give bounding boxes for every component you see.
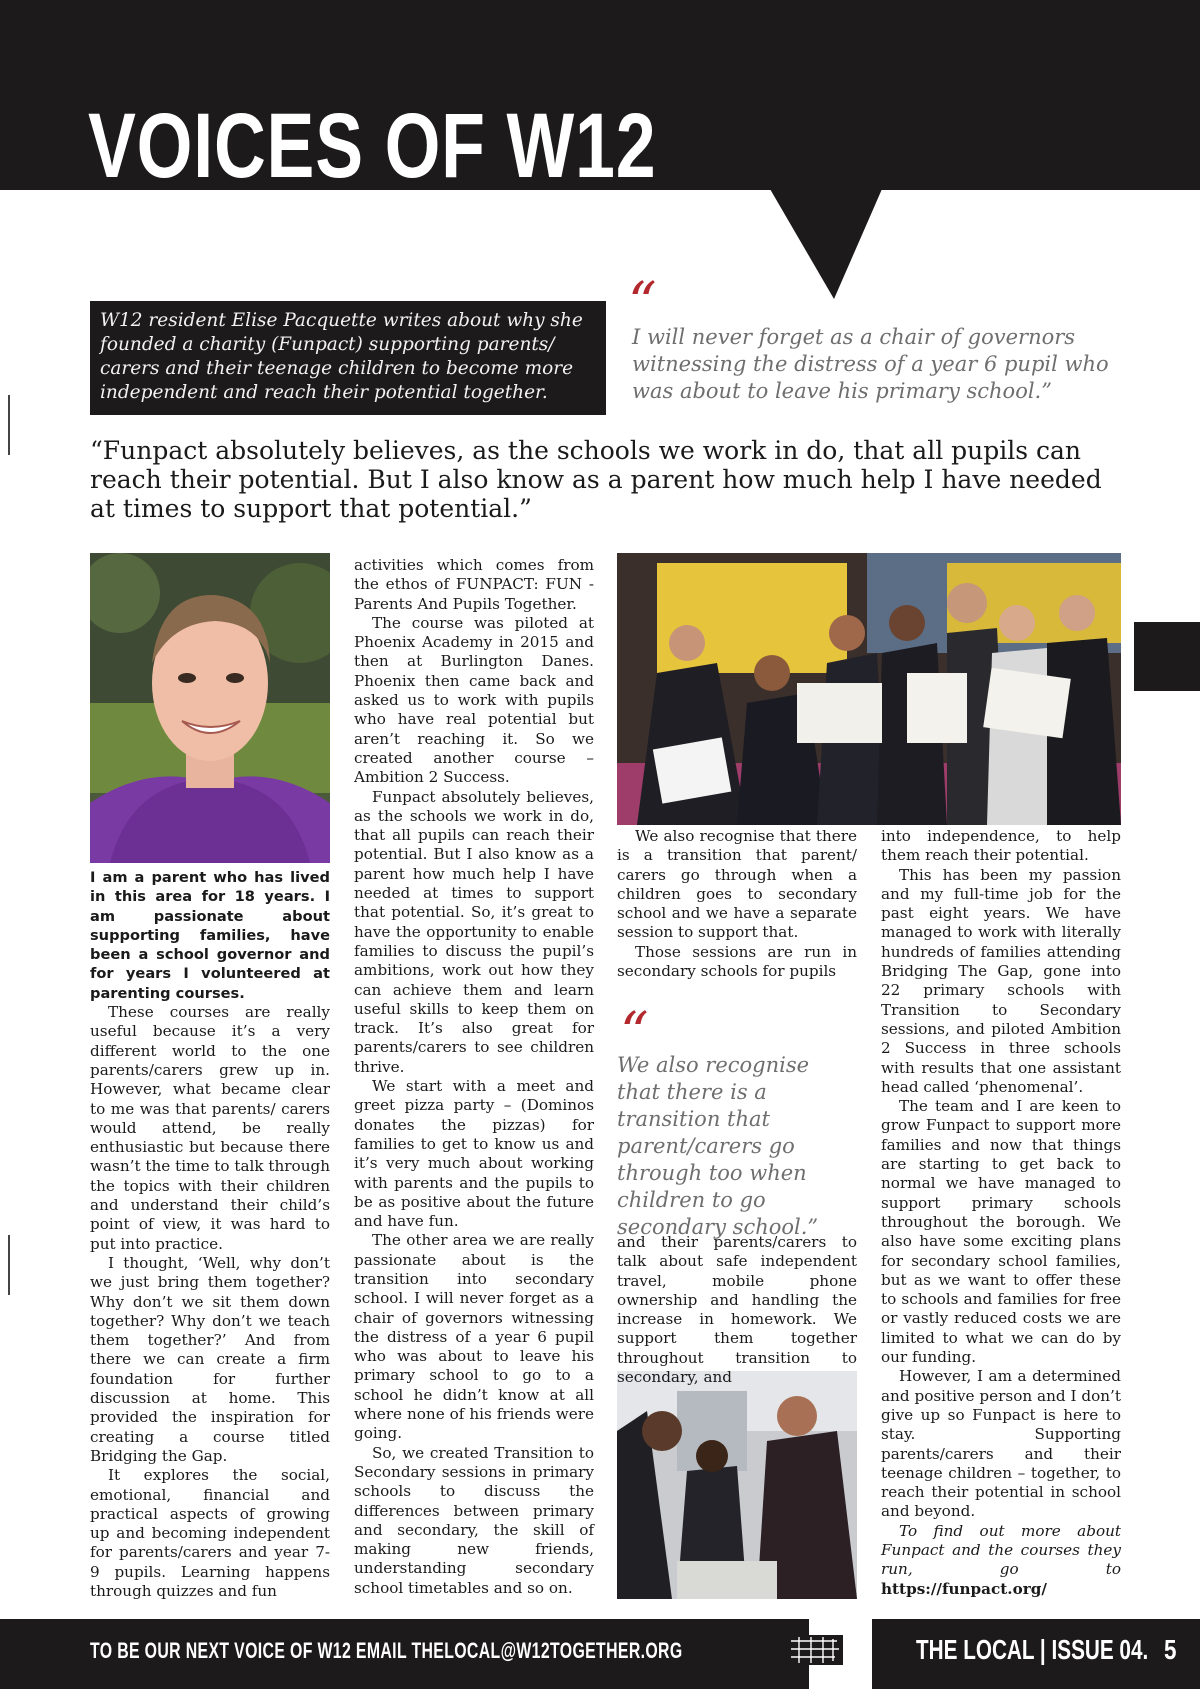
quote-mark-icon: “: [620, 1001, 649, 1066]
closing-lead: To find out more about Funpact and the courses they run, go to: [881, 1521, 1121, 1579]
footer-call-to-action: TO BE OUR NEXT VOICE OF W12 EMAIL THELOCAL@W12TOGETHER.ORG: [90, 1638, 683, 1663]
issue-label: THE LOCAL | ISSUE 04.: [916, 1634, 1149, 1665]
page-title: VOICES OF W12: [88, 95, 657, 197]
page-number: 5: [1164, 1634, 1177, 1665]
article-paragraph: These courses are really useful because it’s a very different world to the one parents/carers grew up in. However, what became clear to me was that parents/ carers would attend, be really enthusiastic but because there wasn’t the time to talk through the topics with their children and understand their child’s point of view, it was hard to put into practice.: [90, 1003, 330, 1253]
feature-quote: “Funpact absolutely believes, as the schools we work in do, that all pupils can reach their potential. But I also know as a parent how much help I have needed at times to support that potential.”: [90, 436, 1102, 523]
article-paragraph: However, I am a determined and positive person and I don’t give up so Funpact is here to stay. Supporting parents/carers and their teenage children – together, to reach their potential in school and beyond.: [881, 1367, 1121, 1521]
article-column-3-bottom: [617, 1233, 857, 1387]
article-paragraph: into independence, to help them reach their potential.: [881, 827, 1121, 865]
article-column-3-top: [617, 827, 857, 981]
intro-standfirst: W12 resident Elise Pacquette writes about why she founded a charity (Funpact) supporting parents/ carers and their teenage children to become more independent and reach their potential together.: [90, 301, 606, 415]
pull-quote-top: I will never forget as a chair of governors witnessing the distress of a year 6 pupil who was about to leave his primary school.”: [632, 325, 1109, 403]
page-edge-mark: [8, 395, 10, 455]
pull-quote-middle: We also recognise that there is a transition that parent/carers go through too when children to go secondary school.”: [617, 1053, 819, 1239]
article-column-2: [354, 556, 594, 1598]
certificate-group-photo: [617, 553, 1121, 825]
author-portrait-photo: [90, 553, 330, 863]
article-paragraph: It explores the social, emotional, financial and practical aspects of growing up and becoming independent for parents/carers and year 7-9 pupils. Learning happens through quizzes and fun: [90, 1466, 330, 1600]
side-tab-marker: [1134, 622, 1200, 691]
article-paragraph: and their parents/carers to talk about safe independent travel, mobile phone ownership and handling the increase in homework. We support them together throughout transition to secondary, and: [617, 1233, 857, 1387]
article-paragraph: The other area we are really passionate about is the transition into secondary school. I will never forget as a chair of governors witnessing the distress of a year 6 pupil who was about to leave his primary school to go to a school he didn’t know at all where none of his friends were going.: [354, 1231, 594, 1443]
article-paragraph: Funpact absolutely believes, as the schools we work in do, that all pupils can reach their potential. But I also know as a parent how much help I have needed at times to support that potential. So, it’s great to have the opportunity to enable families to discuss the pupil’s ambitions, work out how they can achieve them and learn useful skills to keep them on track. It’s also great for parents/carers to see children thrive.: [354, 787, 594, 1076]
article-paragraph: We also recognise that there is a transition that parent/ carers go through when a children goes to secondary school and we have a separate session to support that.: [617, 827, 857, 942]
page-edge-mark: [8, 1235, 10, 1295]
closing-paragraph: [881, 1522, 1121, 1599]
map-grid-icon: [787, 1633, 843, 1667]
corridor-pupils-photo: [617, 1371, 857, 1599]
funpact-link[interactable]: https://funpact.org/: [881, 1579, 1047, 1598]
article-column-1: [90, 868, 330, 1601]
article-paragraph: We start with a meet and greet pizza party – (Dominos donates the pizzas) for families to get to know us and it’s very much about working with parents and the pupils to be as positive about the future and have fun.: [354, 1077, 594, 1231]
quote-mark-icon: “: [628, 271, 657, 336]
article-column-4: [881, 827, 1121, 1599]
article-paragraph: The team and I are keen to grow Funpact to support more families and now that things are starting to get back to normal we have managed to support primary schools throughout the borough. We also have some exciting plans for secondary school families, but as we want to offer these to schools and families for free or vastly reduced costs we are limited to what we can do by our funding.: [881, 1097, 1121, 1367]
article-paragraph: The course was piloted at Phoenix Academy in 2015 and then at Burlington Danes. Phoenix then came back and asked us to work with pupils who have real potential but aren’t reaching it. So we created another course – Ambition 2 Success.: [354, 613, 594, 787]
w12-together-logo: W12 TOGETHER: [695, 1629, 845, 1677]
article-paragraph: This has been my passion and my full-time job for the past eight years. We have managed to work with literally hundreds of families attending Bridging The Gap, gone into 22 primary schools with Transition to Secondary sessions, and piloted Ambition 2 Success in three schools with results that one assistant head called ‘phenomenal’.: [881, 865, 1121, 1096]
article-paragraph: activities which comes from the ethos of FUNPACT: FUN - Parents And Pupils Together.: [354, 556, 594, 613]
article-paragraph: So, we created Transition to Secondary sessions in primary schools to discuss the differences between primary and secondary, the skill of making new friends, understanding secondary school timetables and so on.: [354, 1443, 594, 1597]
author-bio-paragraph: I am a parent who has lived in this area for 18 years. I am passionate about supporting families, have been a school governor and for years I volunteered at parenting courses.: [90, 869, 330, 1002]
article-paragraph: Those sessions are run in secondary schools for pupils: [617, 942, 857, 981]
article-paragraph: I thought, ‘Well, why don’t we just bring them together? Why don’t we sit them down together? Why don’t we teach them together?’ And from there we can create a firm foundation for further discussion at home. This provided the inspiration for creating a course titled Bridging the Gap.: [90, 1253, 330, 1465]
